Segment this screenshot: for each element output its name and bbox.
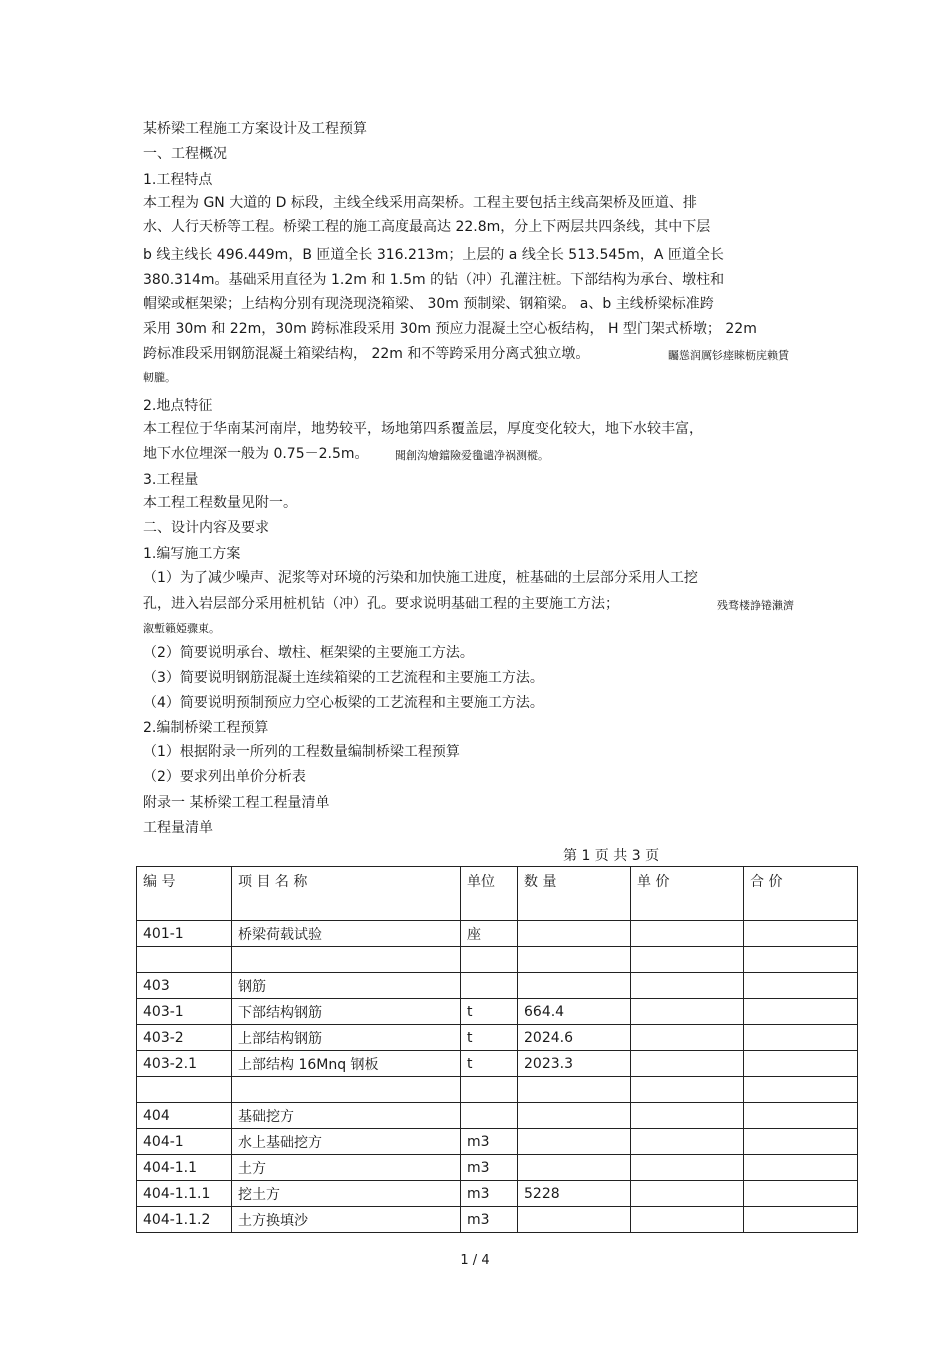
page-footer: 1 / 4 [460,1253,490,1268]
column-header: 单 价 [631,867,744,921]
table-row [137,1103,858,1129]
table-cell: 404 [137,1103,232,1129]
table-cell: 404-1.1 [137,1155,232,1181]
column-header: 项 目 名 称 [232,867,461,921]
paragraph-line: 本工程工程数量见附一。 [143,495,297,511]
list-item: （1）为了减少噪声、泥浆等对环境的污染和加快施工进度，桩基础的土层部分采用人工挖 [143,570,698,586]
table-cell [744,1103,858,1129]
table-cell [631,1129,744,1155]
subheading-features: 1.工程特点 [143,172,213,188]
table-cell [518,973,631,999]
table-cell [461,1103,518,1129]
section-heading-overview: 一、工程概况 [143,146,227,162]
table-cell: 基础挖方 [232,1103,461,1129]
table-cell [461,1077,518,1103]
table-cell [631,999,744,1025]
list-item: （3）简要说明钢筋混凝土连续箱梁的工艺流程和主要施工方法。 [143,670,544,686]
table-cell: 桥梁荷载试验 [232,921,461,947]
garbled-text: 聞創沟燴鐺險爱氇谴净祸测樅。 [395,449,549,462]
table-cell [137,947,232,973]
table-cell [631,1103,744,1129]
table-cell [631,921,744,947]
table-cell [461,947,518,973]
appendix-title: 附录一 某桥梁工程工程量清单 [143,795,330,811]
column-header: 单位 [461,867,518,921]
table-cell: 403-2 [137,1025,232,1051]
table-cell [744,947,858,973]
list-item: 孔，进入岩层部分采用桩机钻（冲）孔。要求说明基础工程的主要施工方法； [143,596,619,612]
table-cell [518,1129,631,1155]
garbled-text: 軔朧。 [143,371,176,384]
paragraph-line: 水、人行天桥等工程。桥梁工程的施工高度最高达 22.8m，分上下两层共四条线，其中下层 [143,219,711,235]
table-cell: 404-1 [137,1129,232,1155]
table-cell: 2023.3 [518,1051,631,1077]
table-cell [631,1207,744,1233]
table-cell: 水上基础挖方 [232,1129,461,1155]
paragraph-line: 地下水位埋深一般为 0.75－2.5m。 [143,446,369,462]
table-cell: m3 [461,1207,518,1233]
subheading-quantity: 3.工程量 [143,472,199,488]
quantity-table [136,866,858,1233]
table-cell [232,1077,461,1103]
table-cell: t [461,1025,518,1051]
paragraph-line: 380.314m。基础采用直径为 1.2m 和 1.5m 的钻（冲）孔灌注桩。下部结构为承台、墩柱和 [143,272,725,288]
paragraph-line: 采用 30m 和 22m，30m 跨标准段采用 30m 预应力混凝土空心板结构， H 型门架式桥墩； 22m [143,321,757,337]
table-cell [744,1155,858,1181]
table-row [137,1181,858,1207]
table-cell: 403-1 [137,999,232,1025]
subheading-budget: 2.编制桥梁工程预算 [143,720,269,736]
table-cell: m3 [461,1181,518,1207]
table-cell: m3 [461,1155,518,1181]
table-cell [518,921,631,947]
paragraph-line: b 线主线长 496.449m，B 匝道全长 316.213m；上层的 a 线全长 513.545m，A 匝道全长 [143,247,724,263]
list-item: （1）根据附录一所列的工程数量编制桥梁工程预算 [143,744,460,760]
table-cell [631,1181,744,1207]
table-cell [744,1207,858,1233]
table-cell [461,973,518,999]
list-item: （2）要求列出单价分析表 [143,769,306,785]
table-row [137,973,858,999]
table-cell: 下部结构钢筋 [232,999,461,1025]
table-row [137,1155,858,1181]
garbled-text: 残骛楼諍锩瀨濟 [717,599,794,612]
subheading-plan: 1.编写施工方案 [143,546,241,562]
table-cell [744,999,858,1025]
table-cell: 上部结构钢筋 [232,1025,461,1051]
paragraph-line: 跨标准段采用钢筋混凝土箱梁结构， 22m 和不等跨采用分离式独立墩。 [143,346,590,362]
page-info: 第 1 页 共 3 页 [563,848,660,864]
table-cell [631,947,744,973]
table-cell: 404-1.1.1 [137,1181,232,1207]
table-cell: 5228 [518,1181,631,1207]
table-cell: 土方换填沙 [232,1207,461,1233]
table-cell [744,1025,858,1051]
garbled-text: 溆塹籟婭骤東。 [143,622,220,635]
table-row [137,1129,858,1155]
table-cell [518,947,631,973]
table-cell [631,1025,744,1051]
table-cell [631,1077,744,1103]
table-cell: 土方 [232,1155,461,1181]
document-title: 某桥梁工程施工方案设计及工程预算 [143,121,367,137]
table-cell: 上部结构 16Mnq 钢板 [232,1051,461,1077]
table-cell: t [461,1051,518,1077]
table-cell [518,1103,631,1129]
table-cell [744,1051,858,1077]
table-row [137,947,858,973]
table-cell [744,973,858,999]
list-item: （4）简要说明预制预应力空心板梁的工艺流程和主要施工方法。 [143,695,544,711]
table-cell: 座 [461,921,518,947]
table-cell [744,1129,858,1155]
paragraph-line: 本工程为 GN 大道的 D 标段，主线全线采用高架桥。工程主要包括主线高架桥及匝道、排 [143,195,697,211]
column-header: 编 号 [137,867,232,921]
table-row [137,921,858,947]
table-cell [518,1077,631,1103]
table-cell: 404-1.1.2 [137,1207,232,1233]
table-cell [518,1207,631,1233]
paragraph-line: 本工程位于华南某河南岸，地势较平，场地第四系覆盖层，厚度变化较大，地下水较丰富， [143,421,703,437]
garbled-text: 矚慫润厲钐瘗睞枥庑赖賃 [668,349,789,362]
table-cell: 2024.6 [518,1025,631,1051]
table-row [137,1051,858,1077]
table-row [137,1077,858,1103]
subheading-site: 2.地点特征 [143,398,213,414]
list-item: （2）简要说明承台、墩柱、框架梁的主要施工方法。 [143,645,474,661]
table-cell: 钢筋 [232,973,461,999]
table-cell [744,1077,858,1103]
table-cell [137,1077,232,1103]
section-heading-design: 二、设计内容及要求 [143,520,269,536]
table-cell [518,1155,631,1181]
table-row [137,1025,858,1051]
table-cell: 664.4 [518,999,631,1025]
table-cell [744,1181,858,1207]
table-cell: m3 [461,1129,518,1155]
table-cell: t [461,999,518,1025]
paragraph-line: 帽梁或框架梁；上结构分别有现浇现浇箱梁、 30m 预制梁、钢箱梁。 a、b 主线桥梁标准跨 [143,296,714,312]
table-cell [631,973,744,999]
column-header: 合 价 [744,867,858,921]
column-header: 数 量 [518,867,631,921]
table-cell: 挖土方 [232,1181,461,1207]
table-cell: 403 [137,973,232,999]
table-cell [631,1155,744,1181]
table-cell [631,1051,744,1077]
table-cell [232,947,461,973]
table-row [137,1207,858,1233]
table-cell: 401-1 [137,921,232,947]
list-title: 工程量清单 [143,820,213,836]
table-cell [744,921,858,947]
table-cell: 403-2.1 [137,1051,232,1077]
table-row [137,999,858,1025]
table-header-row [137,867,858,921]
